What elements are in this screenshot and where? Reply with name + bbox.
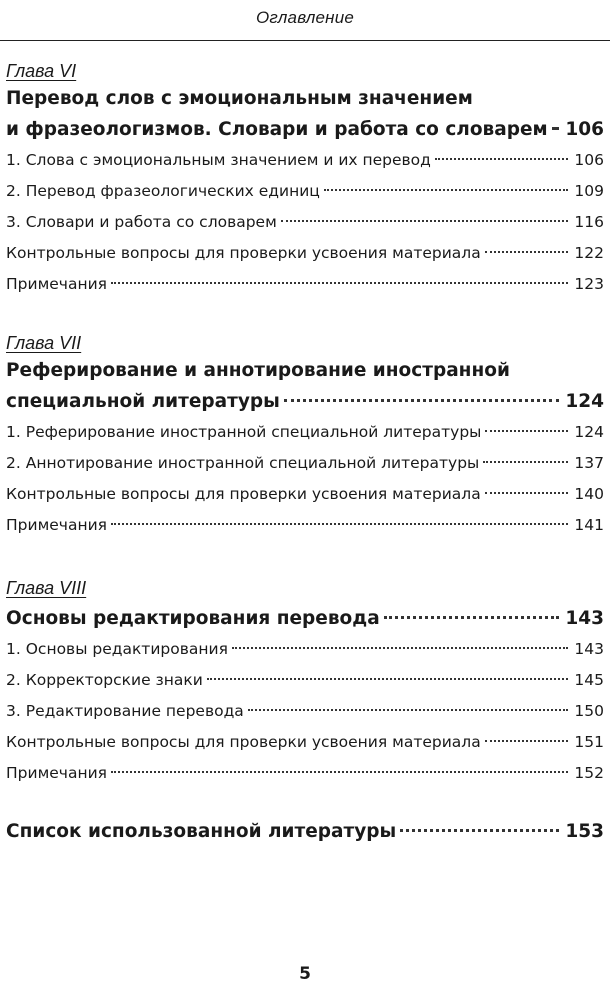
toc-entry-text: 2. Перевод фразеологических единиц: [6, 182, 320, 200]
page-ref: 106: [565, 119, 604, 140]
chapter-title: Перевод слов с эмоциональным значением: [6, 88, 473, 109]
toc-entry[interactable]: [6, 479, 604, 510]
toc-entry-text: 3. Редактирование перевода: [6, 702, 244, 720]
page-ref: 143: [574, 640, 604, 658]
toc-entry-text: Примечания: [6, 275, 107, 293]
toc-entry-text: 1. Основы редактирования: [6, 640, 228, 658]
bibliography-entry[interactable]: [6, 816, 604, 847]
toc-entry-text: 2. Корректорские знаки: [6, 671, 203, 689]
page-ref: 152: [574, 764, 604, 782]
chapter-title-entry[interactable]: [6, 386, 604, 417]
toc-entry-text: 1. Реферирование иностранной специальной литературы: [6, 423, 482, 441]
toc-entry[interactable]: [6, 665, 604, 696]
chapter-label: Глава VI: [6, 61, 77, 81]
dot-leader: [485, 492, 569, 494]
page-ref: 116: [574, 213, 604, 231]
page-ref: 122: [574, 244, 604, 262]
page-ref: 150: [574, 702, 604, 720]
page-ref: 151: [574, 733, 604, 751]
chapter-title-text: Основы редактирования перевода: [6, 608, 380, 629]
bibliography-title: Список использованной литературы: [6, 821, 397, 842]
chapter-section: [6, 575, 604, 789]
page-ref: 153: [565, 821, 604, 842]
dot-leader: [281, 220, 569, 222]
bibliography-section: [6, 816, 604, 847]
chapter-title-text: специальной литературы: [6, 391, 280, 412]
toc-entry[interactable]: [6, 634, 604, 665]
dot-leader: [111, 523, 568, 525]
dot-leader: [232, 647, 569, 649]
dot-leader: [485, 251, 569, 253]
chapter-section: [6, 330, 604, 541]
toc-entry[interactable]: [6, 510, 604, 541]
dot-leader: [284, 399, 560, 402]
chapter-title-entry[interactable]: [6, 114, 604, 145]
page-ref: 143: [565, 608, 604, 629]
dot-leader: [111, 282, 568, 284]
toc-entry-text: Примечания: [6, 764, 107, 782]
toc-entry[interactable]: [6, 269, 604, 300]
page-ref: 124: [574, 423, 604, 441]
toc-entry[interactable]: [6, 758, 604, 789]
dot-leader: [324, 189, 569, 191]
page-ref: 123: [574, 275, 604, 293]
dot-leader: [485, 740, 569, 742]
toc-entry[interactable]: [6, 145, 604, 176]
page-ref: 145: [574, 671, 604, 689]
toc-entry-text: Примечания: [6, 516, 107, 534]
toc-entry[interactable]: [6, 727, 604, 758]
dot-leader: [552, 127, 560, 130]
toc-entry[interactable]: [6, 417, 604, 448]
page-number: 5: [299, 964, 311, 984]
dot-leader: [485, 430, 568, 432]
toc-entry[interactable]: [6, 448, 604, 479]
toc-entry[interactable]: [6, 207, 604, 238]
chapter-section: [6, 58, 604, 300]
toc-entry-text: 2. Аннотирование иностранной специальной литературы: [6, 454, 480, 472]
toc-entry-text: 3. Словари и работа со словарем: [6, 213, 277, 231]
page-ref: 137: [574, 454, 604, 472]
page-ref: 141: [574, 516, 604, 534]
chapter-title-text: и фразеологизмов. Словари и работа со словарем: [6, 119, 548, 140]
dot-leader: [435, 158, 569, 160]
running-header-title: Оглавление: [255, 8, 355, 27]
dot-leader: [207, 678, 569, 680]
toc-entry[interactable]: [6, 176, 604, 207]
page-ref: 140: [574, 485, 604, 503]
toc-entry[interactable]: [6, 238, 604, 269]
page-ref: 124: [565, 391, 604, 412]
dot-leader: [400, 829, 559, 832]
toc-entry-text: Контрольные вопросы для проверки усвоения материала: [6, 733, 481, 751]
dot-leader: [483, 461, 568, 463]
dot-leader: [384, 616, 560, 619]
chapter-title: Реферирование и аннотирование иностранной: [6, 360, 510, 381]
dot-leader: [111, 771, 568, 773]
page-ref: 109: [574, 182, 604, 200]
page-ref: 106: [574, 151, 604, 169]
chapter-label: Глава VII: [6, 333, 82, 353]
toc-entry-text: Контрольные вопросы для проверки усвоения материала: [6, 485, 481, 503]
running-header: [0, 0, 610, 41]
chapter-label: Глава VIII: [6, 578, 87, 598]
toc-entry-text: Контрольные вопросы для проверки усвоения материала: [6, 244, 481, 262]
dot-leader: [248, 709, 569, 711]
chapter-title-entry[interactable]: [6, 603, 604, 634]
toc-entry[interactable]: [6, 696, 604, 727]
toc-entry-text: 1. Слова с эмоциональным значением и их перевод: [6, 151, 431, 169]
